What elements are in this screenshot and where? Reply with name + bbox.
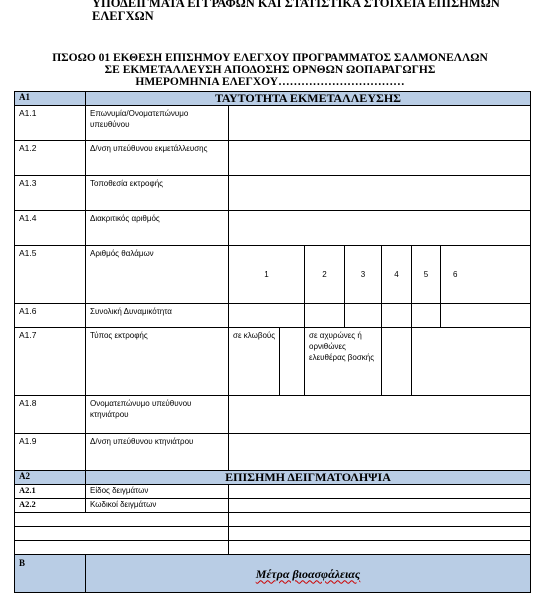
row-label: Τύπος εκτροφής <box>86 328 229 396</box>
table-row <box>15 141 531 176</box>
owner-address-field[interactable] <box>229 141 531 176</box>
capacity-cell[interactable] <box>345 304 382 328</box>
chamber-number: 4 <box>382 246 412 304</box>
table-row <box>15 328 531 396</box>
table-row <box>15 513 531 527</box>
table-row <box>15 434 531 471</box>
section-b-title: Μέτρα βιοασφάλειας <box>86 555 531 593</box>
vet-name-field[interactable] <box>229 396 531 434</box>
farming-type-extra[interactable] <box>412 328 531 396</box>
document-title-line-2: ΣΕ ΕΚΜΕΤΑΛΛΕΥΣΗ ΑΠΟΔΟΣΗΣ ΟΡΝΘΩΝ ΩΟΠΑΡΑΓΩΓΗΣ <box>104 64 436 76</box>
document-title <box>0 52 540 88</box>
table-row <box>15 211 531 246</box>
capacity-cell[interactable] <box>441 304 531 328</box>
capacity-cell[interactable] <box>382 304 412 328</box>
capacity-cell[interactable] <box>229 304 305 328</box>
row-code: A1.3 <box>15 176 86 211</box>
farming-option-free-range-box[interactable] <box>382 328 412 396</box>
sample-type-field[interactable] <box>229 485 531 499</box>
row-label: Τοποθεσία εκτροφής <box>86 176 229 211</box>
section-b-code: B <box>15 555 86 593</box>
row-code: A1.6 <box>15 304 86 328</box>
table-row <box>15 527 531 541</box>
section-a2-code: A2 <box>15 471 86 485</box>
table-row <box>15 541 531 555</box>
row-label: Επωνυμία/Ονοματεπώνυμο υπευθύνου <box>86 106 229 141</box>
chamber-number: 3 <box>345 246 382 304</box>
section-a2-title: ΕΠΙΣΗΜΗ ΔΕΙΓΜΑΤΟΛΗΨΙΑ <box>86 471 531 485</box>
blank-cell[interactable] <box>15 541 229 555</box>
capacity-cell[interactable] <box>412 304 441 328</box>
row-code: A1.9 <box>15 434 86 471</box>
top-title: ΥΠΟΔΕΙΓΜΑΤΑ ΕΓΓΡΑΦΩΝ ΚΑΙ ΣΤΑΤΙΣΤΙΚΑ ΣΤΟΙΧΕΙΑ ΕΠΙΣΗΜΩΝ ΕΛΕΓΧΩΝ <box>92 0 500 23</box>
table-row <box>15 246 531 304</box>
blank-cell[interactable] <box>15 513 229 527</box>
blank-cell[interactable] <box>15 527 229 541</box>
distinctive-number-field[interactable] <box>229 211 531 246</box>
sample-codes-field[interactable] <box>229 499 531 513</box>
row-label: Είδος δειγμάτων <box>86 485 229 499</box>
row-label: Συνολική Δυναμικότητα <box>86 304 229 328</box>
owner-name-field[interactable] <box>229 106 531 141</box>
table-row <box>15 106 531 141</box>
vet-address-field[interactable] <box>229 434 531 471</box>
chamber-number: 5 <box>412 246 441 304</box>
chamber-number: 1 <box>229 246 305 304</box>
table-row <box>15 499 531 513</box>
blank-cell[interactable] <box>229 541 531 555</box>
section-a1-header <box>15 92 531 106</box>
farming-option-cages-box[interactable] <box>280 328 305 396</box>
inspection-date-line: ΗΜΕΡΟΜΗΝΙΑ ΕΛΕΓΧΟΥ…………………………… <box>135 76 405 88</box>
document-title-line-1: ΠΣΟΩΟ 01 ΕΚΘΕΣΗ ΕΠΙΣΗΜΟΥ ΕΛΕΓΧΟΥ ΠΡΟΓΡΑΜΜΑΤΟΣ ΣΑΛΜΟΝΕΛΛΩΝ <box>52 52 488 64</box>
section-a1-title: ΤΑΥΤΟΤΗΤΑ ΕΚΜΕΤΑΛΛΕΥΣΗΣ <box>86 92 531 106</box>
section-b-header <box>15 555 531 593</box>
row-label: Δ/νση υπεύθυνου κτηνιάτρου <box>86 434 229 471</box>
chamber-number: 6 <box>441 246 531 304</box>
row-label: Διακριτικός αριθμός <box>86 211 229 246</box>
farm-location-field[interactable] <box>229 176 531 211</box>
row-code: A1.1 <box>15 106 86 141</box>
inspection-form-table <box>14 91 531 593</box>
row-code: A2.1 <box>15 485 86 499</box>
row-code: A2.2 <box>15 499 86 513</box>
blank-cell[interactable] <box>229 513 531 527</box>
row-label: Κωδικοί δειγμάτων <box>86 499 229 513</box>
farming-option-cages[interactable]: σε κλωβούς <box>229 328 280 396</box>
table-row <box>15 304 531 328</box>
row-label: Ονοματεπώνυμο υπεύθυνου κτηνιάτρου <box>86 396 229 434</box>
row-code: A1.4 <box>15 211 86 246</box>
row-code: A1.7 <box>15 328 86 396</box>
row-code: A1.5 <box>15 246 86 304</box>
row-code: A1.2 <box>15 141 86 176</box>
section-a2-header <box>15 471 531 485</box>
table-row <box>15 396 531 434</box>
blank-cell[interactable] <box>229 527 531 541</box>
row-label: Δ/νση υπεύθυνου εκμετάλλευσης <box>86 141 229 176</box>
row-label: Αριθμός θαλάμων <box>86 246 229 304</box>
table-row <box>15 485 531 499</box>
table-row <box>15 176 531 211</box>
section-a1-code: A1 <box>15 92 86 106</box>
chamber-number: 2 <box>305 246 345 304</box>
farming-option-free-range[interactable]: σε αχυρώνες ή ορνιθώνες ελευθέρας βοσκής <box>305 328 382 396</box>
row-code: A1.8 <box>15 396 86 434</box>
capacity-cell[interactable] <box>305 304 345 328</box>
